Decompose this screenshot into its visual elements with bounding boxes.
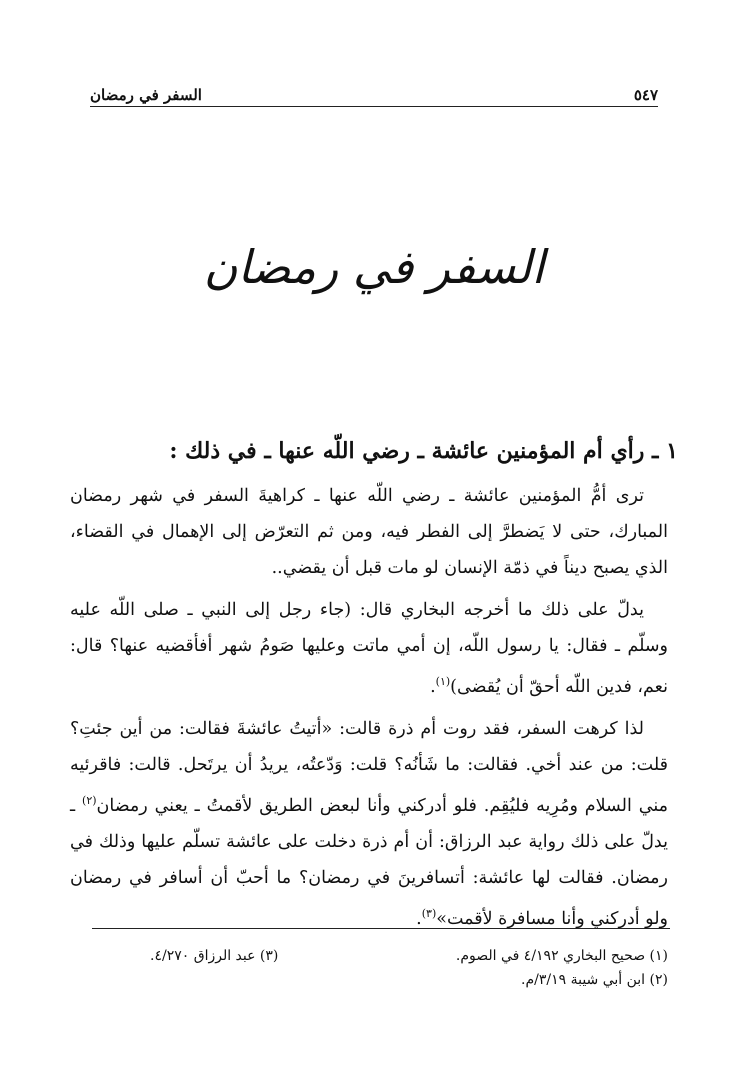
paragraph: لذا كرهت السفر، فقد روت أم ذرة قالت: «أتيتُ عائشةَ فقالت: من أين جئتِ؟ قلت: من عند أخي. فقالت: ما شَأنُه؟ قلت: وَدّعتُه، يريدُ أن يرتَحل. قالت: فاقرئيه مني السلام ومُرِيه فليُقِم. فلو أدركني وأنا لبعض الطريق لأقمتُ ـ يعني رمضان$^{(٢)}$ ـ يدلّ على ذلك رواية عبد الرزاق: أن أم ذرة دخلت على عائشة تسلّم عليها وذلك في رمضان. فقالت لها عائشة: أتسافرينَ في رمضان؟ ما أحبّ أن أسافر في رمضان ولو أدركني وأنا مسافرة لأقمت»$^{(٣)}$. (70, 718, 668, 929)
page-number: ٥٤٧ (633, 86, 658, 104)
header-rule (90, 106, 658, 107)
footnote-1: (١) صحيح البخاري ٤/١٩٢ في الصوم. (455, 948, 668, 964)
section-heading: ١ ـ رأي أم المؤمنين عائشة ـ رضي اللّه عنها ـ في ذلك : (169, 438, 678, 464)
body-text (70, 478, 668, 936)
footnotes (150, 944, 668, 992)
running-header (90, 78, 658, 104)
footnote-ref: (١) (435, 675, 451, 688)
footnote-row (150, 968, 668, 992)
running-title: السفر في رمضان (90, 86, 202, 104)
chapter-title: السفر في رمضان (203, 240, 545, 294)
footnote-ref: (٣) (421, 906, 437, 920)
footnote-3: (٣) عبد الرزاق ٤/٢٧٠. (150, 948, 279, 964)
footnote-ref: (٢) (82, 793, 97, 807)
footnote-row (150, 944, 668, 968)
footnote-rule (92, 928, 670, 929)
paragraph: يدلّ على ذلك ما أخرجه البخاري قال: (جاء رجل إلى النبي ـ صلى اللّه عليه وسلّم ـ فقال: يا رسول اللّه، إن أمي ماتت وعليها صَومُ شهر أفأقضيه عنها؟ قال: نعم، فدين اللّه أحقّ أن يُقضى)$^{(١)}$. (70, 600, 668, 697)
footnote-2: (٢) ابن أبي شيبة ٣/١٩/م. (521, 972, 668, 988)
paragraph: ترى أمُّ المؤمنين عائشة ـ رضي اللّه عنها ـ كراهيةَ السفر في شهر رمضان المبارك، حتى لا يَضطرَّ إلى الفطر فيه، ومن ثم التعرّض إلى الإهمال في القضاء، الذي يصبح ديناً في ذمّة الإنسان لو مات قبل أن يقضي.. (70, 486, 668, 578)
